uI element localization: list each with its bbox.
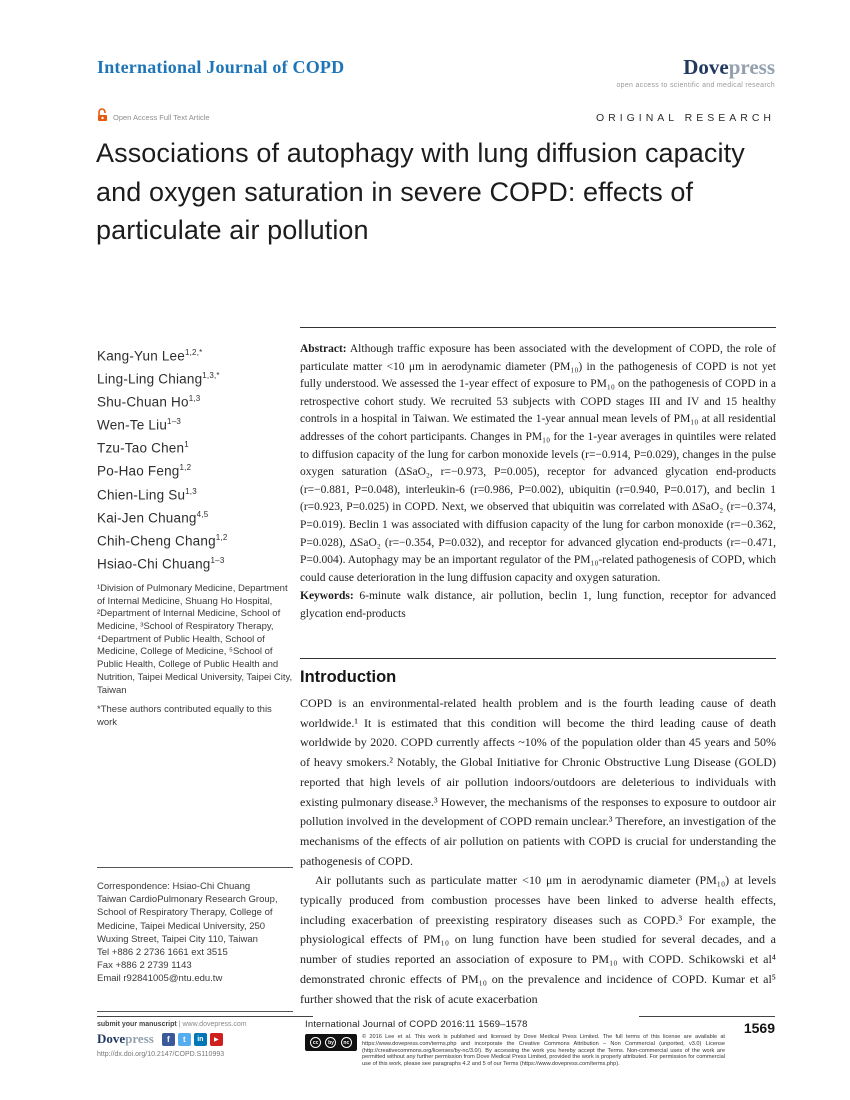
author-name: Kai-Jen Chuang$^{4,5}$ bbox=[97, 509, 209, 526]
author-name: Kang-Yun Lee$^{1,2,*}$ bbox=[97, 348, 203, 364]
cc-by-icon: by bbox=[325, 1037, 336, 1048]
footer-page bbox=[639, 1016, 775, 1036]
introduction-paragraph: COPD is an environmental-related health problem and is the fourth leading cause of death worldwide.¹ It is estimated that this condition will become the third leading cause of death worldwide by 2020. COPD currently affects ~10% of the population older than 45 years and 50% of heavy smokers.² Notably, the Global Initiative for Chronic Obstructive Lung Disease (GOLD) reported that high levels of air pollution indoors/outdoors are deleterious to individuals with existing pulmonary disease.³ However, the mechanisms of the responses to exposure to outdoor air pollution involved in the development of COPD remain unclear.³ Therefore, an investigation of the mechanisms of the effects of air pollution on patients with COPD is crucial for understanding the pathogenesis of COPD. bbox=[300, 696, 776, 868]
author-affil-sup: 1,3,* bbox=[202, 371, 220, 381]
social-icons bbox=[162, 1033, 223, 1046]
author-affil-sup: 1–3 bbox=[210, 555, 225, 565]
publisher-logo-footer[interactable]: Dovepress bbox=[97, 1031, 154, 1046]
journal-title: International Journal of COPD bbox=[97, 57, 345, 77]
divider bbox=[97, 1016, 313, 1017]
publisher-logo-dove: Dove bbox=[683, 55, 729, 79]
divider bbox=[300, 327, 776, 328]
publisher-logo-press: press bbox=[728, 55, 775, 79]
author-name: Chih-Cheng Chang$^{1,2}$ bbox=[97, 532, 228, 549]
linkedin-icon[interactable]: in bbox=[194, 1033, 207, 1046]
author-affil-sup: 4,5 bbox=[196, 509, 209, 519]
publisher-logo[interactable] bbox=[683, 55, 775, 80]
correspondence-tel: Tel +886 2 2736 1661 ext 3515 bbox=[97, 947, 228, 959]
author-name: Tzu-Tao Chen$^1$ bbox=[97, 440, 189, 456]
abstract bbox=[300, 341, 776, 624]
dovepress-url[interactable]: www.dovepress.com bbox=[182, 1021, 247, 1028]
left-column bbox=[97, 343, 293, 730]
divider bbox=[300, 658, 776, 659]
correspondence-email[interactable]: Email r92841005@ntu.edu.tw bbox=[97, 973, 223, 985]
equal-contribution-note: *These authors contributed equally to this work bbox=[97, 704, 272, 728]
twitter-icon[interactable]: t bbox=[178, 1033, 191, 1046]
introduction-paragraph: Air pollutants such as particulate matter <10 μm in aerodynamic diameter (PM₁₀) at levels typically produced from combustion processes have been linked to adverse health effects, including exacerbation of preexisting respiratory diseases such as COPD.³ For example, the physiological effects of PM₁₀ on lung function have been studied for several decades, and a number of studies reported an association of exposure to PM₁₀ with COPD. Schikowski et al⁴ demonstrated chronic effects of PM₁₀ on the prevalence and incidence of COPD. Kumar et al⁵ further showed that the risk of acute exacerbation bbox=[300, 873, 776, 1006]
keywords-label: Keywords: bbox=[300, 590, 354, 603]
open-access-row bbox=[97, 108, 210, 127]
divider bbox=[97, 1011, 293, 1012]
abstract-text: Although traffic exposure has been associated with the development of COPD, the role of particulate matter <10 μm in aerodynamic diameter (PM₁₀) in the pathogenesis of COPD is not yet fully understood. We assessed the 1-year effect of exposure to PM₁₀ on the pathogenesis of COPD in a retrospective cohort study. We recruited 53 subjects with COPD stages III and IV and 15 healthy controls in a hospital in Taiwan. We estimated the 1-year annual mean levels of PM₁₀ at all residential addresses of the cohort participants. Changes in PM₁₀ for the 1-year averages in quintiles were related to diffusion capacity of the lung for carbon monoxide levels (r=−0.914, P=0.029), changes in the pulse oxygen saturation (ΔSaO₂, r=−0.973, P=0.005), receptor for advanced glycation end-products (r=−0.881, P=0.048), interleukin-6 (r=0.986, P=0.002), ubiquitin (r=0.940, P=0.017), and beclin 1 (r=0.923, P=0.025) in COPD. Next, we observed that ubiquitin was correlated with ΔSaO₂ (r=−0.374, P=0.019). Beclin 1 was associated with diffusion capacity of the lung for carbon monoxide (r=−0.362, P=0.028), ΔSaO₂ (r=−0.354, P=0.032), and receptor for advanced glycation end-products (r=−0.471, P=0.004). Autophagy may be an important regulator of the PM₁₀-related pathogenesis of COPD, which could cause deterioration in the lung diffusion capacity and oxygen saturation. bbox=[300, 343, 776, 584]
correspondence-address: Taiwan CardioPulmonary Research Group, School of Respiratory Therapy, College of Medicine, Taipei Medical University, 250 Wuxing Street, Taipei City 110, Taiwan bbox=[97, 894, 278, 945]
author-affil-sup: 1,3 bbox=[185, 486, 197, 496]
author-name: Chien-Ling Su$^{1,3}$ bbox=[97, 486, 197, 503]
author-name: Shu-Chuan Ho$^{1,3}$ bbox=[97, 394, 201, 410]
youtube-icon[interactable]: ▶ bbox=[210, 1033, 223, 1046]
author-affil-sup: 1,3 bbox=[188, 394, 201, 404]
affiliations: ¹Division of Pulmonary Medicine, Department of Internal Medicine, Shuang Ho Hospital, ²Department of Internal Medicine, School of Medicine, ³School of Respiratory Therapy, ⁴Department of Public Health, School of Medicine, College of Medicine, ⁵School of Public Health, College of Public Health and Nutrition, Taipei Medical University, Taipei City, Taiwan bbox=[97, 582, 293, 696]
cc-icon: cc bbox=[310, 1037, 321, 1048]
doi-link[interactable]: http://dx.doi.org/10.2147/COPD.S110993 bbox=[97, 1051, 225, 1058]
keywords-text: 6-minute walk distance, air pollution, beclin 1, lung function, receptor for advanced glycation end-products bbox=[300, 590, 777, 620]
journal-citation: International Journal of COPD 2016:11 1569–1578 bbox=[305, 1019, 528, 1030]
page-number: 1569 bbox=[743, 1020, 775, 1036]
article-type-label: ORIGINAL RESEARCH bbox=[595, 112, 775, 124]
author-name: Wen-Te Liu$^{1-3}$ bbox=[97, 417, 181, 433]
publisher-tagline: open access to scientific and medical research bbox=[616, 82, 775, 89]
facebook-icon[interactable]: f bbox=[162, 1033, 175, 1046]
license-text: © 2016 Lee et al. This work is published and licensed by Dove Medical Press Limited. The full terms of this license are available at https://www.dovepress.com/terms.php and incorporate the Creative Commons Attribution – Non Commercial (unported, v3.0) License (http://creativecommons.org/licenses/by-nc/3.0/). By accessing the work you hereby accept the Terms. Non-commercial uses of the work are permitted without any further permission from Dove Medical Press Limited, provided the work is properly attributed. For permission for commercial use of this work, please see paragraphs 4.2 and 5 of our Terms (https://www.dovepress.com/terms.php). bbox=[362, 1034, 725, 1068]
correspondence-name: Correspondence: Hsiao-Chi Chuang bbox=[97, 881, 251, 892]
cc-nc-icon: nc bbox=[341, 1037, 352, 1048]
author-affil-sup: 1,2 bbox=[179, 463, 192, 473]
creative-commons-badge bbox=[305, 1034, 357, 1051]
author-name: Ling-Ling Chiang$^{1,3,*}$ bbox=[97, 371, 220, 387]
correspondence-fax: Fax +886 2 2739 1143 bbox=[97, 960, 192, 972]
footer-left bbox=[97, 1016, 313, 1058]
divider bbox=[639, 1016, 775, 1017]
author-affil-sup: 1–3 bbox=[167, 417, 181, 427]
author-affil-sup: 1 bbox=[184, 440, 189, 450]
paper-title: Associations of autophagy with lung diffusion capacity and oxygen saturation in severe COPD: effects of particulate air pollution bbox=[96, 138, 745, 245]
author-affil-sup: 1,2,* bbox=[184, 348, 203, 357]
correspondence-block bbox=[97, 867, 293, 986]
abstract-label: Abstract: bbox=[300, 343, 347, 355]
open-access-icon bbox=[97, 108, 108, 127]
author-affil-sup: 1,2 bbox=[215, 532, 228, 542]
introduction-heading: Introduction bbox=[300, 668, 397, 686]
author-name: Hsiao-Chi Chuang$^{1-3}$ bbox=[97, 555, 225, 572]
author-name: Po-Hao Feng$^{1,2}$ bbox=[97, 463, 192, 479]
introduction-section bbox=[300, 668, 776, 1009]
open-access-label[interactable]: Open Access Full Text Article bbox=[113, 113, 210, 122]
submit-manuscript-line[interactable]: submit your manuscript | www.dovepress.com bbox=[97, 1021, 247, 1028]
